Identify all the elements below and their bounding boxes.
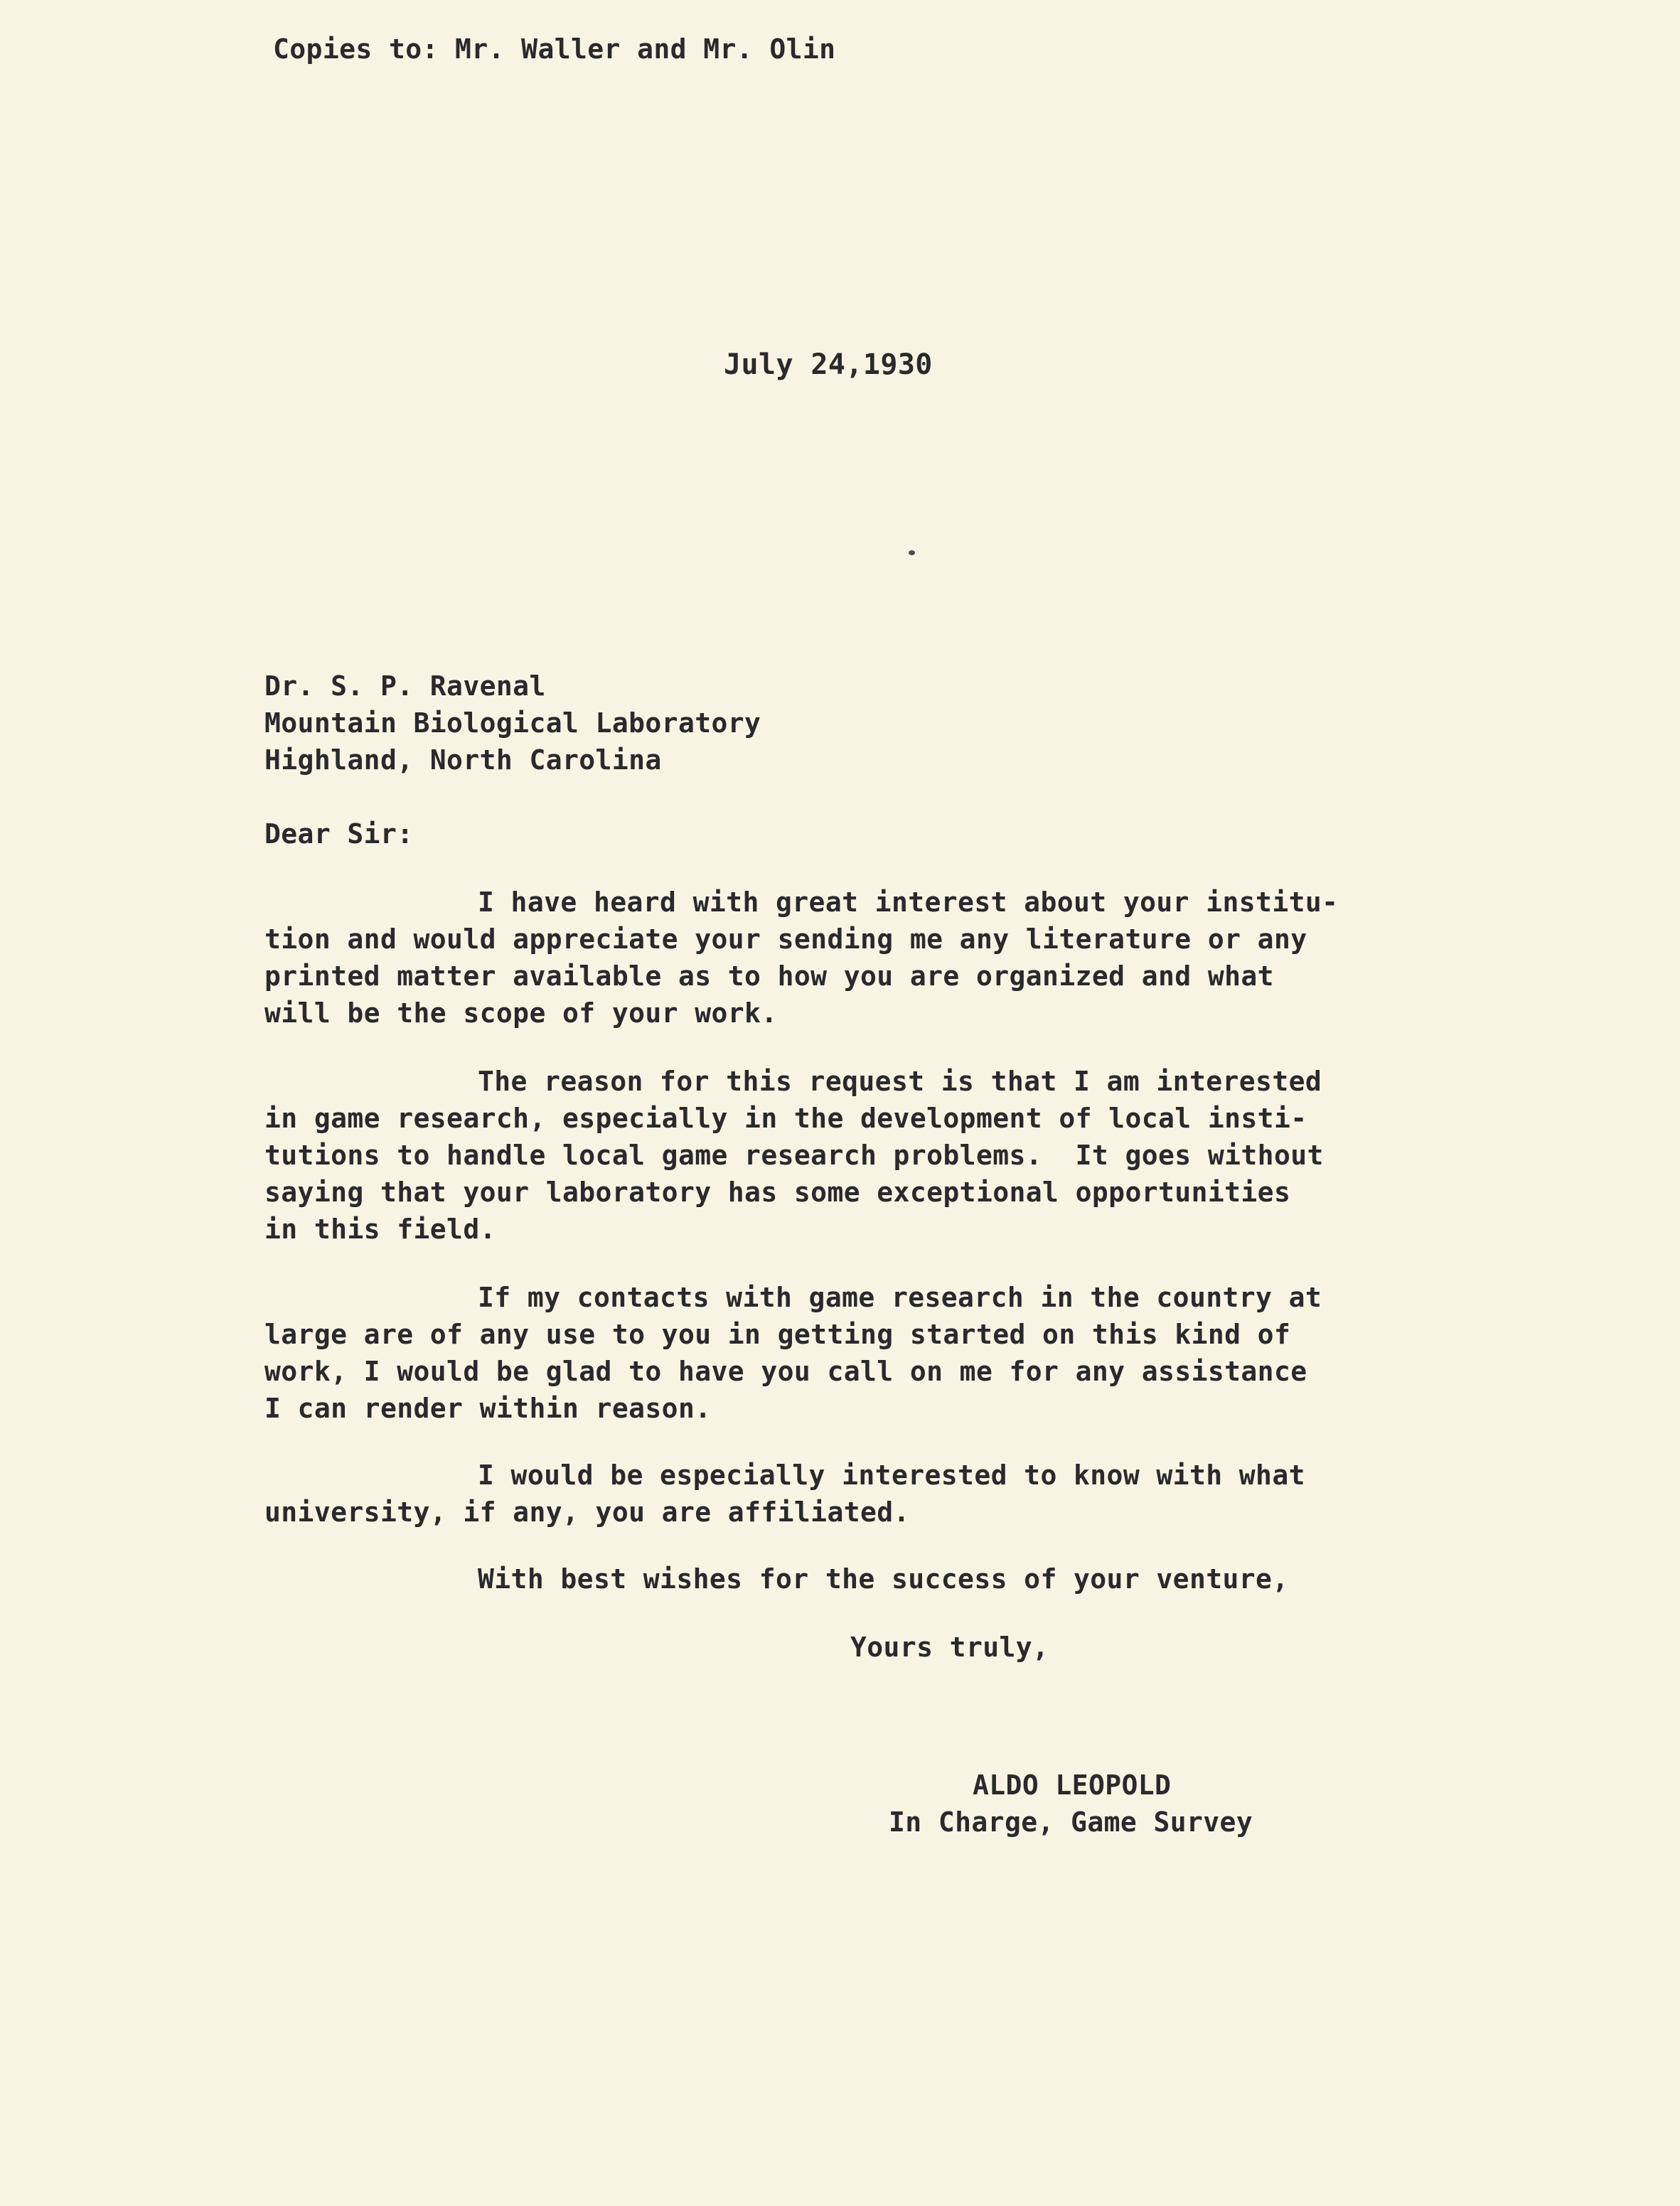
body-line: I would be especially interested to know with what	[478, 1460, 1305, 1491]
body-line: large are of any use to you in getting started on this kind of	[264, 1319, 1291, 1350]
recipient-institution: Mountain Biological Laboratory	[264, 707, 761, 739]
body-line: printed matter available as to how you are organized and what	[264, 960, 1274, 992]
body-line: tutions to handle local game research problems. It goes without	[264, 1140, 1324, 1171]
ink-speck	[909, 550, 915, 555]
closing: Yours truly,	[850, 1632, 1049, 1663]
body-line: tion and would appreciate your sending me any literature or any	[264, 923, 1307, 955]
recipient-name: Dr. S. P. Ravenal	[264, 670, 546, 702]
letter-date: July 24,1930	[724, 348, 933, 381]
recipient-location: Highland, North Carolina	[264, 744, 662, 776]
body-line: university, if any, you are affiliated.	[264, 1496, 910, 1528]
body-line: I can render within reason.	[264, 1393, 712, 1424]
body-line: With best wishes for the success of your venture,	[478, 1563, 1289, 1595]
signature-name: ALDO LEOPOLD	[973, 1769, 1172, 1801]
body-line: The reason for this request is that I am interested	[478, 1066, 1322, 1097]
body-line: in game research, especially in the development of local insti-	[264, 1103, 1307, 1134]
body-line: saying that your laboratory has some exceptional opportunities	[264, 1177, 1291, 1208]
body-line: will be the scope of your work.	[264, 997, 778, 1029]
body-line: in this field.	[264, 1214, 496, 1245]
signature-title: In Charge, Game Survey	[889, 1806, 1253, 1838]
salutation: Dear Sir:	[264, 818, 414, 850]
body-line: work, I would be glad to have you call on me for any assistance	[264, 1356, 1307, 1387]
body-line: If my contacts with game research in the country at	[478, 1282, 1322, 1313]
copies-line: Copies to: Mr. Waller and Mr. Olin	[273, 33, 836, 65]
body-line: I have heard with great interest about your institu-	[478, 887, 1339, 918]
